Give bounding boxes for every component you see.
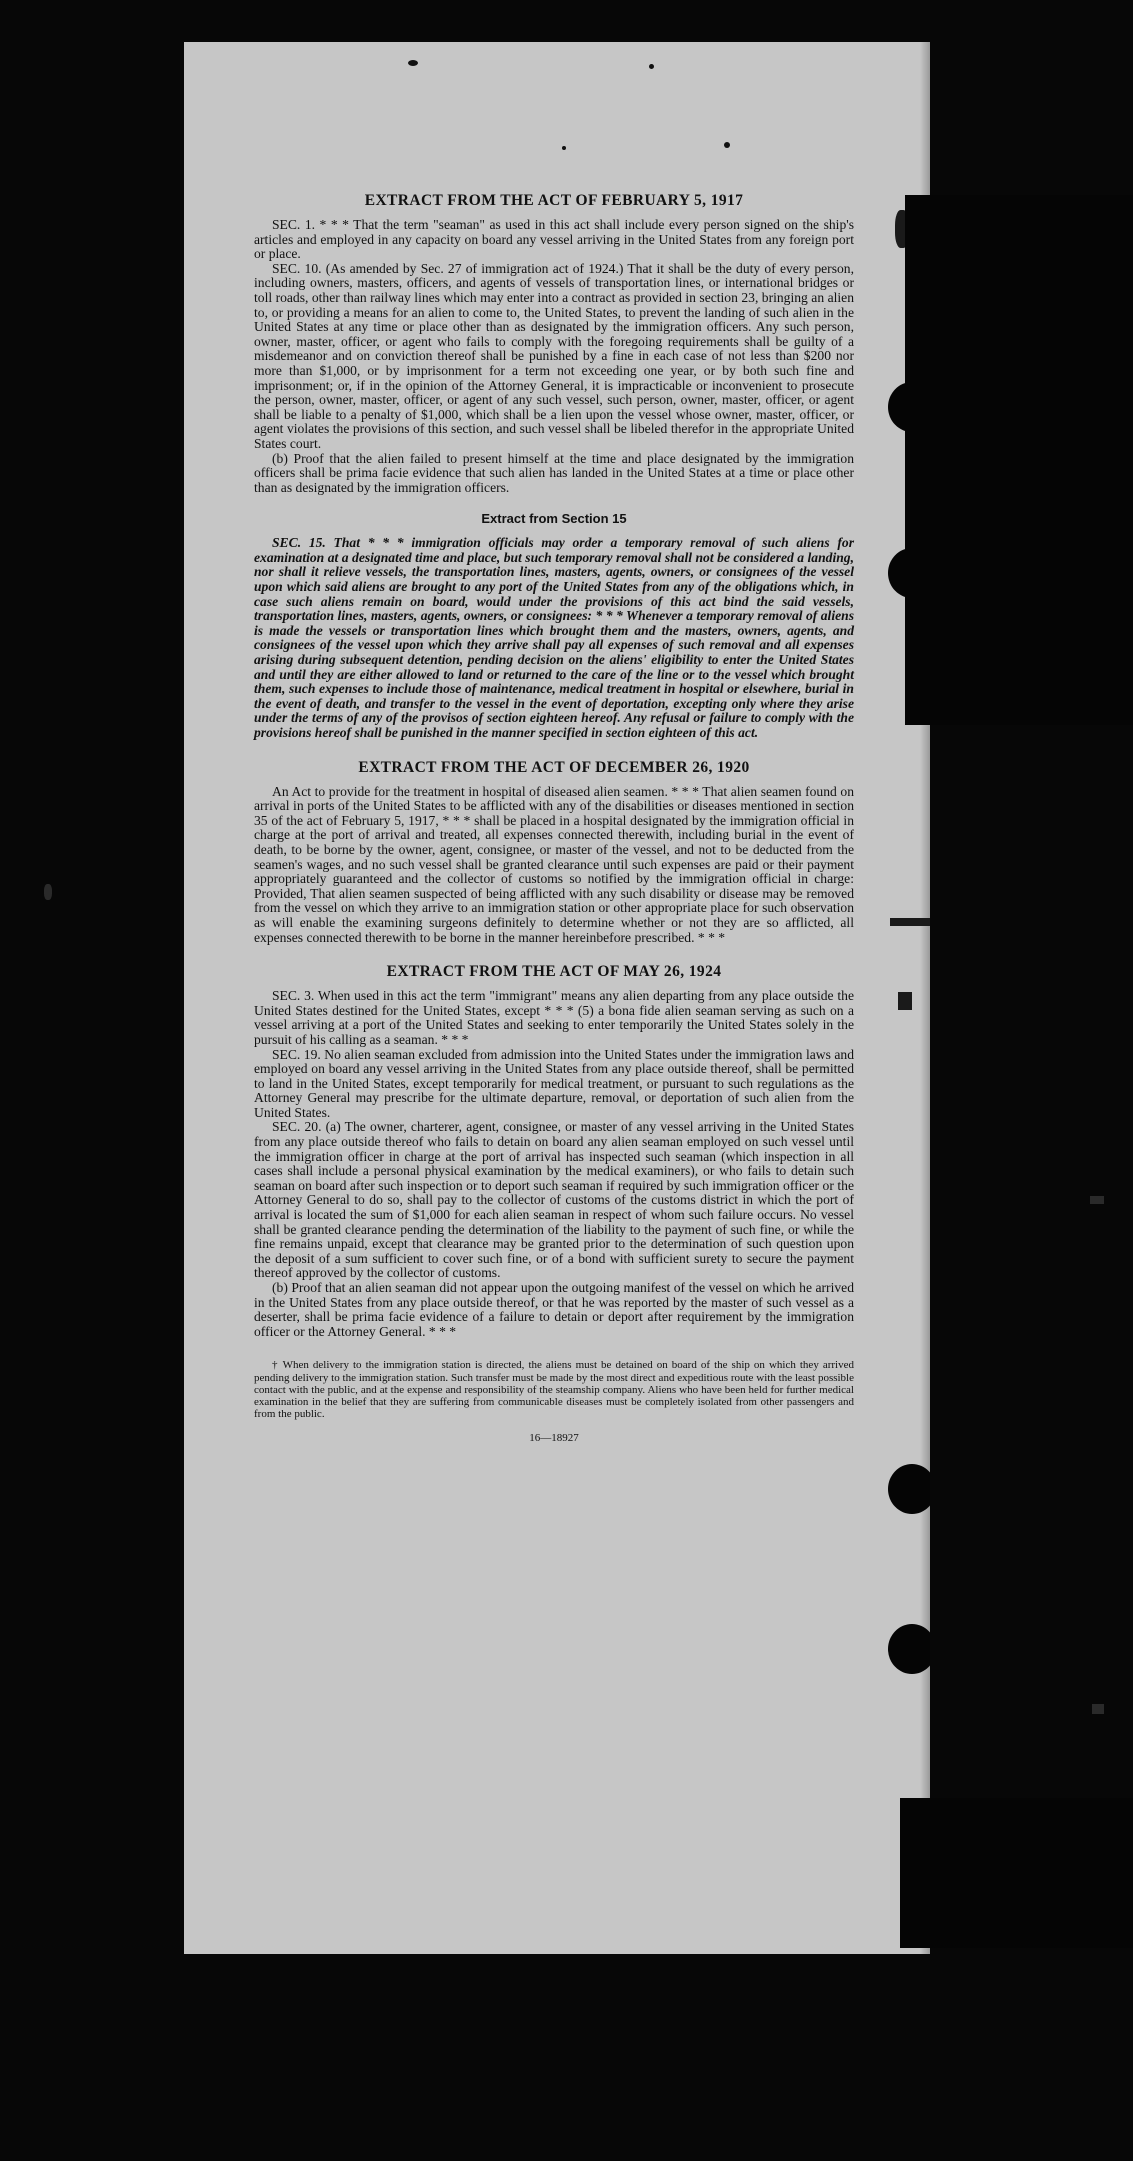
scan-mark xyxy=(898,992,912,1010)
section-act-1924 xyxy=(254,963,854,1339)
punch-hole xyxy=(888,1624,930,1674)
section-heading: EXTRACT FROM THE ACT OF DECEMBER 26, 1920 xyxy=(358,758,750,776)
ink-speck xyxy=(649,64,654,69)
section-15 xyxy=(254,511,854,740)
scan-shadow xyxy=(900,1798,1133,1948)
section-subheading: Extract from Section 15 xyxy=(481,511,627,527)
ink-speck xyxy=(408,60,418,66)
scan-mark xyxy=(1090,1196,1104,1204)
scan-mark xyxy=(1092,1704,1104,1714)
paragraph: SEC. 3. When used in this act the term "immigrant" means any alien departing from any place outside the United States destined for the United States, except * * * (5) a bona fide alien seaman serving as such on a vessel arriving at a port of the United States and seeking to enter temporarily the United States solely in the pursuit of his calling as a seaman. * * * xyxy=(254,988,854,1047)
ink-speck xyxy=(724,142,730,148)
scan-shadow xyxy=(905,195,1133,725)
section-heading: EXTRACT FROM THE ACT OF MAY 26, 1924 xyxy=(386,963,722,981)
paragraph: An Act to provide for the treatment in hospital of diseased alien seamen. * * * That alien seamen found on arrival in ports of the United States to be afflicted with any of the disabilities or diseases mentioned in section 35 of the act of February 5, 1917, * * * shall be placed in a hospital designated by the immigration official in charge at the port of arrival and treated, all expenses connected therewith, including burial in the event of death, to be borne by the owner, agent, consignee, or master of the vessel, and not to be deducted from the seamen's wages, and no such vessel shall be granted clearance until such expenses are paid or their payment appropriately guaranteed and the collector of customs so notified by the immigration official in charge: Provided, That alien seamen suspected of being afflicted with any such disability or disease may be removed from the vessel on which they arrive to an immigration station or other appropriate place for such observation as will enable the examining surgeons definitely to determine whether or not they are so afflicted, all expenses connected therewith to be borne in the manner hereinbefore prescribed. * * * xyxy=(254,783,854,945)
section-heading: EXTRACT FROM THE ACT OF FEBRUARY 5, 1917 xyxy=(364,192,744,209)
document-page xyxy=(184,42,930,1954)
scan-mark xyxy=(44,884,52,900)
paragraph: SEC. 10. (As amended by Sec. 27 of immigration act of 1924.) That it shall be the duty of every person, including owners, masters, officers, and agents of vessels of transportation lines, or international bridges or toll roads, other than railway lines which may enter into a contract as provided in section 23, bringing an alien to, or providing a means for an alien to come to, the United States, to prevent the landing of such alien in the United States at any time or place other than as designated by the immigration officers. Any such person, owner, master, officer, or agent who fails to comply with the foregoing requirements shall be guilty of a misdemeanor and on conviction thereof shall be punished by a fine in each case of not less than $200 nor more than $1,000, or by imprisonment for a term not exceeding one year, or by both such fine and imprisonment; or, if in the opinion of the Attorney General, it is impracticable or inconvenient to prosecute the person, owner, master, officer, or agent of any such vessel, such person, owner, master, officer, or agent shall be liable to a penalty of $1,000, which shall be a lien upon the vessel whose owner, master, officer, or agent violates the provisions of this section, and such vessel shall be libeled therefor in the appropriate United States court. xyxy=(254,260,854,451)
section-act-1917 xyxy=(254,192,854,495)
punch-hole xyxy=(888,1464,930,1514)
paragraph: SEC. 19. No alien seaman excluded from admission into the United States under the immigration laws and employed on board any vessel arriving in the United States from any place outside thereof, shall be permitted to land in the United States, except temporarily for medical treatment, or pursuant to such regulations as the Attorney General may prescribe for the ultimate departure, removal, or deportation of such alien from the United States. xyxy=(254,1046,854,1120)
footnote: † When delivery to the immigration station is directed, the aliens must be detained on board of the ship on which they arrived pending delivery to the immigration station. Such transfer must be made by the most direct and expeditious route with the least possible contact with the public, and at the expense and responsibility of the steamship company. Aliens who have been held for further medical examination in the belief that they are suffering from communicable diseases must be completely isolated from other passengers and from the public. xyxy=(254,1359,854,1421)
paragraph: SEC. 1. * * * That the term "seaman" as used in this act shall include every person signed on the ship's articles and employed in any capacity on board any vessel arriving in the United States from any foreign port or place. xyxy=(254,217,854,262)
section-act-1920 xyxy=(254,759,854,946)
form-number: 16—18927 xyxy=(529,1432,579,1445)
paragraph: SEC. 15. That * * * immigration officials may order a temporary removal of such aliens for examination at a designated time and place, but such temporary removal shall not be considered a landing, nor shall it relieve vessels, the transportation lines, masters, agents, owners, or consignees of the vessel upon which said aliens are brought to any port of the United States from any of the obligations which, in case such aliens remain on board, would under the provisions of this act bind the said vessels, transportation lines, masters, agents, owners, or consignees: * * * Whenever a temporary removal of aliens is made the vessels or transportation lines which brought them and the masters, owners, agents, and consignees of the vessel upon which they arrive shall pay all expenses of such removal and all expenses arising during subsequent detention, pending decision on the aliens' eligibility to enter the United States and until they are either allowed to land or returned to the care of the line or to the vessel which brought them, such expenses to include those of maintenance, medical treatment in hospital or elsewhere, burial in the event of death, and transfer to the vessel in the event of deportation, excepting only where they arise under the terms of any of the provisos of section eighteen hereof. Any refusal or failure to comply with the provisions hereof shall be punished in the manner specified in section eighteen of this act. xyxy=(254,535,854,740)
scan-mark xyxy=(890,918,930,926)
ink-speck xyxy=(562,146,566,150)
paragraph: (b) Proof that an alien seaman did not appear upon the outgoing manifest of the vessel on which he arrived in the United States from any place outside thereof, or that he was reported by the master of such vessel as a deserter, shall be prima facie evidence of a failure to detain or deport after requirement by the immigration officer or the Attorney General. * * * xyxy=(254,1280,854,1339)
paragraph: (b) Proof that the alien failed to present himself at the time and place designated by the immigration officers shall be prima facie evidence that such alien has landed in the United States at a time or place other than as designated by the immigration officers. xyxy=(254,450,854,495)
paragraph: SEC. 20. (a) The owner, charterer, agent, consignee, or master of any vessel arriving in the United States from any place outside thereof who fails to detain on board any alien seaman employed on such vessel until the immigration officer in charge at the port of arrival has inspected such seaman (which inspection in all cases shall include a personal physical examination by the medical examiners), or who fails to detain such seaman on board after such inspection or to deport such seaman if required by such immigration officer or the Attorney General to do so, shall pay to the collector of customs of the customs district in which the port of arrival is located the sum of $1,000 for each alien seaman in respect of whom such failure occurs. No vessel shall be granted clearance pending the determination of the liability to the payment of such fine, or while the fine remains unpaid, except that clearance may be granted prior to the determination of such question upon the deposit of a sum sufficient to cover such fine, or of a bond with sufficient surety to secure the payment thereof approved by the collector of customs. xyxy=(254,1119,854,1281)
